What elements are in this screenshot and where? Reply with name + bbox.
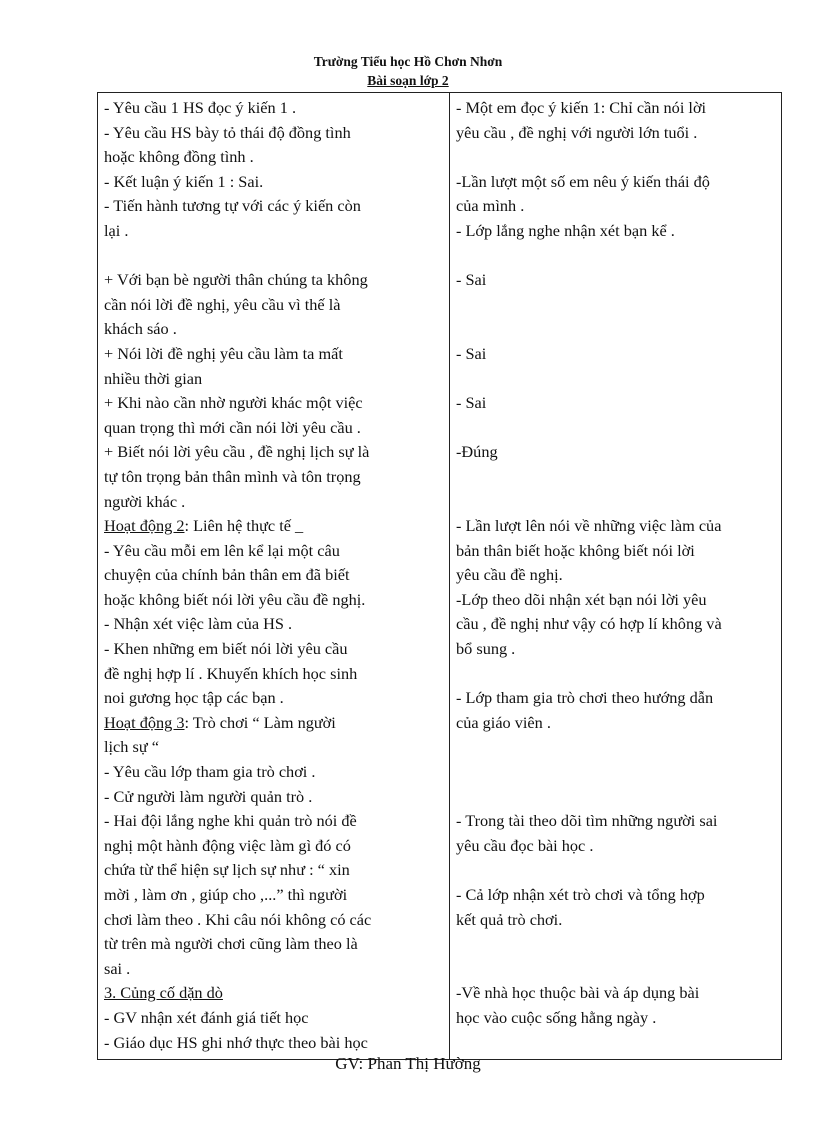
- student-activity-line: [456, 317, 775, 342]
- student-activity-line: [456, 416, 775, 441]
- teacher-activity-line: lại .: [104, 220, 129, 240]
- teacher-activity-line: - Yêu cầu HS bày tỏ thái độ đồng tình: [104, 122, 351, 142]
- teacher-activity-line: - Yêu cầu lớp tham gia trò chơi .: [104, 762, 316, 782]
- student-activity-line: của mình .: [456, 196, 525, 216]
- student-activity-line: [456, 145, 775, 170]
- student-activity-line: [456, 735, 775, 760]
- teacher-activity-line: [104, 244, 443, 269]
- lesson-table: [97, 92, 782, 1060]
- teacher-activity-line: Hoạt động 3: Trò chơi “ Làm người: [104, 712, 336, 732]
- teacher-activity-line: + Khi nào cần nhờ người khác một việc: [104, 393, 363, 413]
- teacher-activities-column: [98, 93, 450, 1060]
- teacher-activity-line: + Biết nói lời yêu cầu , đề nghị lịch sự là: [104, 442, 370, 462]
- teacher-activity-line: chơi làm theo . Khi câu nói không có các: [104, 909, 372, 929]
- student-activity-line: bản thân biết hoặc không biết nói lời: [456, 540, 695, 560]
- school-name: Trường Tiểu học Hồ Chơn Nhơn: [313, 54, 503, 69]
- student-activities-column: [450, 93, 782, 1060]
- teacher-activity-line: sai .: [104, 958, 131, 978]
- teacher-activity-line: lịch sự “: [104, 737, 159, 757]
- student-activity-line: [456, 932, 775, 957]
- student-activity-line: [456, 785, 775, 810]
- student-activity-line: [456, 367, 775, 392]
- student-activity-line: [456, 858, 775, 883]
- student-activity-line: yêu cầu đọc bài học .: [456, 835, 594, 855]
- student-activity-line: kết quả trò chơi.: [456, 909, 563, 929]
- teacher-activity-line: nghị một hành động việc làm gì đó có: [104, 835, 351, 855]
- student-activity-line: [456, 465, 775, 490]
- student-activity-line: [456, 662, 775, 687]
- student-activity-line: [456, 244, 775, 269]
- teacher-activity-line: tự tôn trọng bản thân mình và tôn trọng: [104, 466, 361, 486]
- teacher-activity-line: đề nghị hợp lí . Khuyến khích học sinh: [104, 663, 358, 683]
- teacher-activity-line: - Kết luận ý kiến 1 : Sai.: [104, 171, 264, 191]
- teacher-signature: GV: Phan Thị Hường: [335, 1054, 481, 1073]
- student-activity-line: [456, 760, 775, 785]
- student-activity-line: - Sai: [456, 343, 487, 363]
- teacher-activity-line: người khác .: [104, 491, 186, 511]
- student-activity-line: - Lần lượt lên nói về những việc làm của: [456, 516, 722, 536]
- student-activity-line: bổ sung .: [456, 639, 516, 659]
- teacher-activity-line: - Tiến hành tương tự với các ý kiến còn: [104, 196, 361, 216]
- student-activity-line: cầu , đề nghị như vậy có hợp lí không và: [456, 614, 722, 634]
- student-activity-line: - Sai: [456, 393, 487, 413]
- student-activity-line: yêu cầu , đề nghị với người lớn tuổi .: [456, 122, 698, 142]
- teacher-activity-line: - Yêu cầu 1 HS đọc ý kiến 1 .: [104, 98, 297, 117]
- student-activity-line: - Sai: [456, 270, 487, 290]
- teacher-activity-line: quan trọng thì mới cần nói lời yêu cầu .: [104, 417, 361, 437]
- student-activity-line: - Lớp lắng nghe nhận xét bạn kể .: [456, 220, 675, 240]
- teacher-activity-line: khách sáo .: [104, 319, 177, 339]
- student-activity-line: yêu cầu đề nghị.: [456, 565, 563, 585]
- teacher-activity-line: chuyện của chính bản thân em đã biết: [104, 565, 350, 585]
- teacher-activity-line: - Nhận xét việc làm của HS .: [104, 614, 293, 634]
- teacher-activity-line: Hoạt động 2: Liên hệ thực tế _: [104, 516, 304, 536]
- teacher-activity-line: - Cử người làm người quản trò .: [104, 786, 313, 806]
- student-activity-line: -Về nhà học thuộc bài và áp dụng bài: [456, 983, 700, 1003]
- teacher-activity-line: - GV nhận xét đánh giá tiết học: [104, 1007, 309, 1027]
- teacher-activity-line: + Nói lời đề nghị yêu cầu làm ta mất: [104, 343, 343, 363]
- student-activity-line: -Lần lượt một số em nêu ý kiến thái độ: [456, 171, 710, 191]
- teacher-activity-line: + Với bạn bè người thân chúng ta không: [104, 270, 368, 290]
- teacher-activity-line: nhiều thời gian: [104, 368, 203, 388]
- student-activity-line: -Đúng: [456, 442, 498, 462]
- student-activity-line: -Lớp theo dõi nhận xét bạn nói lời yêu: [456, 589, 707, 609]
- teacher-activity-line: chứa từ thể hiện sự lịch sự như : “ xin: [104, 860, 350, 880]
- section-heading: Hoạt động 2: [104, 516, 185, 536]
- teacher-activity-line: [104, 981, 443, 1006]
- student-activity-line: - Một em đọc ý kiến 1: Chỉ cần nói lời: [456, 98, 707, 117]
- teacher-activity-line: noi gương học tập các bạn .: [104, 688, 284, 708]
- student-activity-line: của giáo viên .: [456, 712, 551, 732]
- student-activity-line: - Lớp tham gia trò chơi theo hướng dẫn: [456, 688, 714, 708]
- student-activity-line: [456, 293, 775, 318]
- section-heading: 3. Củng cố dặn dò: [104, 983, 223, 1003]
- section-heading: Hoạt động 3: [104, 712, 185, 732]
- lesson-table-row: [98, 93, 782, 1060]
- teacher-activity-line: - Yêu cầu mỗi em lên kể lại một câu: [104, 540, 340, 560]
- teacher-activity-line: - Khen những em biết nói lời yêu cầu: [104, 639, 348, 659]
- teacher-activity-line: từ trên mà người chơi cũng làm theo là: [104, 934, 358, 954]
- student-activity-line: [456, 490, 775, 515]
- teacher-activity-line: hoặc không đồng tình .: [104, 147, 254, 167]
- teacher-activity-line: - Giáo dục HS ghi nhớ thực theo bài học: [104, 1032, 368, 1052]
- lesson-subtitle-text: Bài soạn lớp 2: [367, 73, 449, 88]
- student-activity-line: [456, 957, 775, 982]
- student-activity-line: - Cả lớp nhận xét trò chơi và tổng hợp: [456, 885, 705, 904]
- student-activity-line: học vào cuộc sống hằng ngày .: [456, 1007, 657, 1027]
- teacher-activity-line: cần nói lời đề nghị, yêu cầu vì thế là: [104, 294, 341, 314]
- lesson-subtitle: [0, 73, 816, 89]
- teacher-activity-line: hoặc không biết nói lời yêu cầu đề nghị.: [104, 589, 366, 609]
- teacher-activity-line: - Hai đội lắng nghe khi quản trò nói đề: [104, 811, 357, 831]
- student-activity-line: - Trong tài theo dõi tìm những người sai: [456, 811, 718, 831]
- teacher-activity-line: mời , làm ơn , giúp cho ,...” thì người: [104, 885, 348, 904]
